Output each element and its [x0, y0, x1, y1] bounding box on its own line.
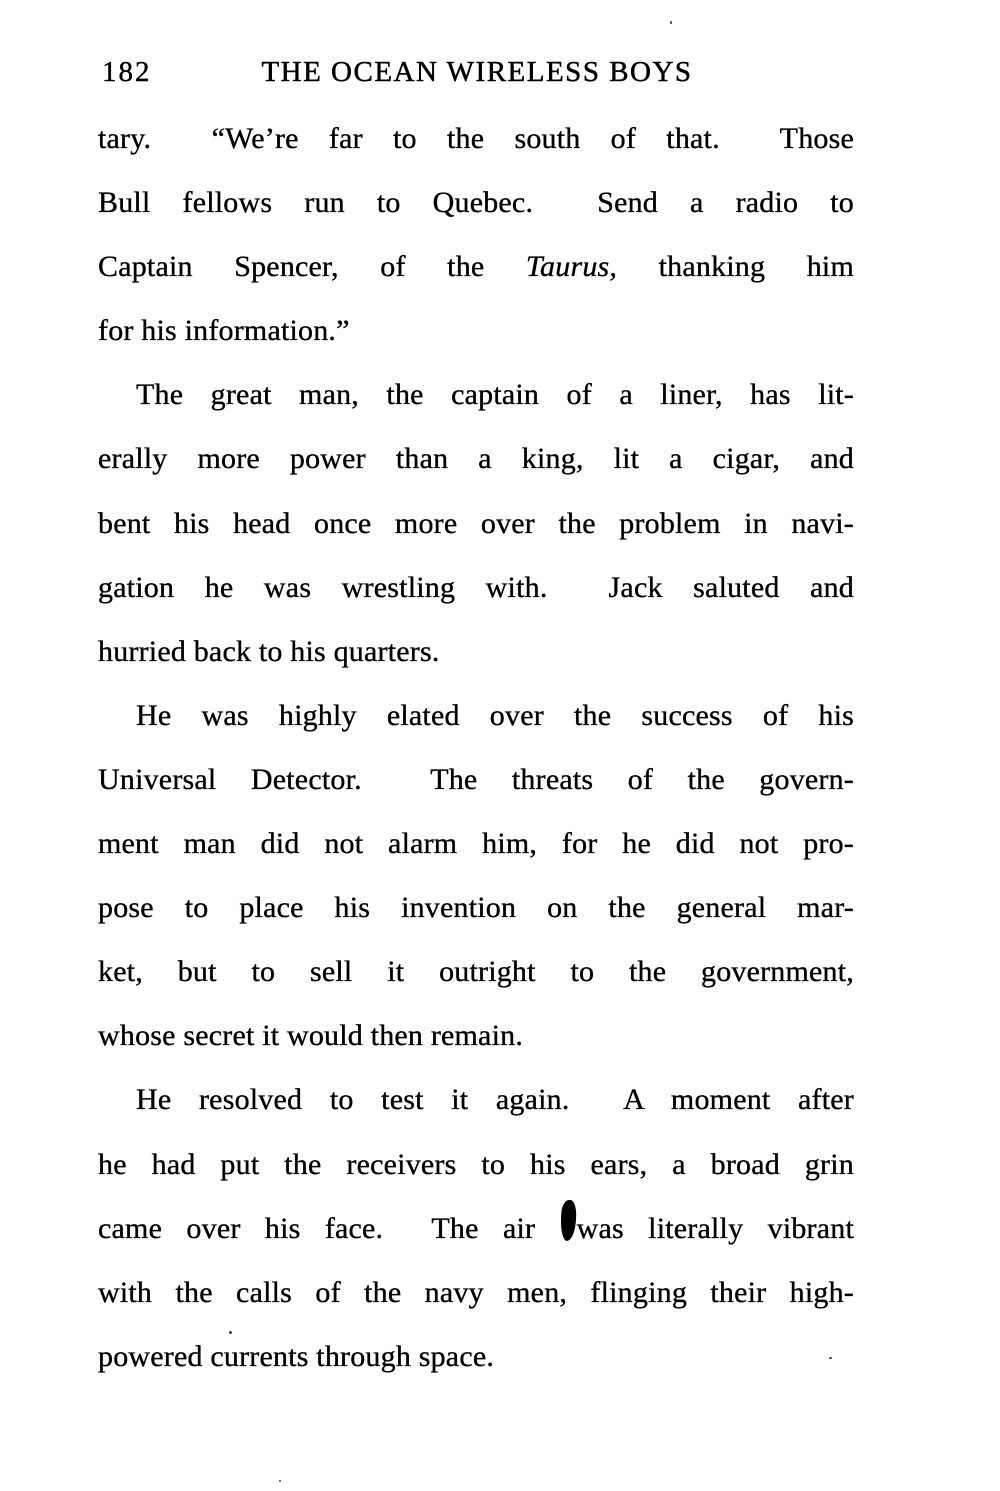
text-line: pose to place his invention on the general mar- [98, 891, 854, 925]
paragraph [98, 1068, 854, 1388]
text-line: with the calls of the navy men, flinging their high- [98, 1275, 854, 1309]
text-segment: thanking him [617, 250, 854, 284]
text-line: gation he was wrestling with. Jack saluted and [98, 570, 854, 604]
text-segment: was literally vibrant [576, 1211, 854, 1245]
text-line [98, 235, 854, 299]
text-line: Bull fellows run to Quebec. Send a radio to [98, 186, 854, 220]
text-segment: Captain Spencer, of the [98, 250, 526, 284]
text-line: tary. “We’re far to the south of that. Those [98, 122, 854, 155]
text-line: he had put the receivers to his ears, a broad grin [98, 1147, 854, 1181]
text-line: The great man, the captain of a liner, has lit- [136, 378, 854, 412]
text-line: whose secret it would then remain. [98, 1019, 524, 1053]
text-segment: came over his face. The air [98, 1211, 560, 1245]
text-line: He resolved to test it again. A moment after [136, 1083, 854, 1117]
text-line: for his information.” [98, 314, 350, 348]
text-line: powered currents through space. [98, 1339, 495, 1373]
ink-blot [560, 1199, 576, 1240]
text-line [98, 1197, 854, 1261]
page-text [98, 107, 854, 1389]
text-line: erally more power than a king, lit a cigar, and [98, 442, 854, 476]
ship-name-italic: Taurus, [525, 250, 618, 284]
paragraph [98, 363, 854, 683]
text-line: Universal Detector. The threats of the govern- [98, 762, 854, 796]
paragraph [98, 107, 854, 363]
page-number: 182 [102, 56, 152, 88]
text-line: hurried back to his quarters. [98, 634, 440, 668]
scan-speck [670, 21, 672, 24]
paragraph [98, 684, 854, 1069]
page-header [98, 54, 856, 90]
scan-speck [229, 1331, 232, 1334]
scan-speck [829, 1357, 832, 1359]
scan-speck [279, 1480, 281, 1482]
text-line: bent his head once more over the problem in navi- [98, 506, 854, 540]
text-line: He was highly elated over the success of his [136, 698, 854, 732]
text-line: ket, but to sell it outright to the government, [98, 955, 854, 989]
text-line: ment man did not alarm him, for he did not pro- [98, 827, 854, 861]
running-title: THE OCEAN WIRELESS BOYS [261, 56, 693, 88]
